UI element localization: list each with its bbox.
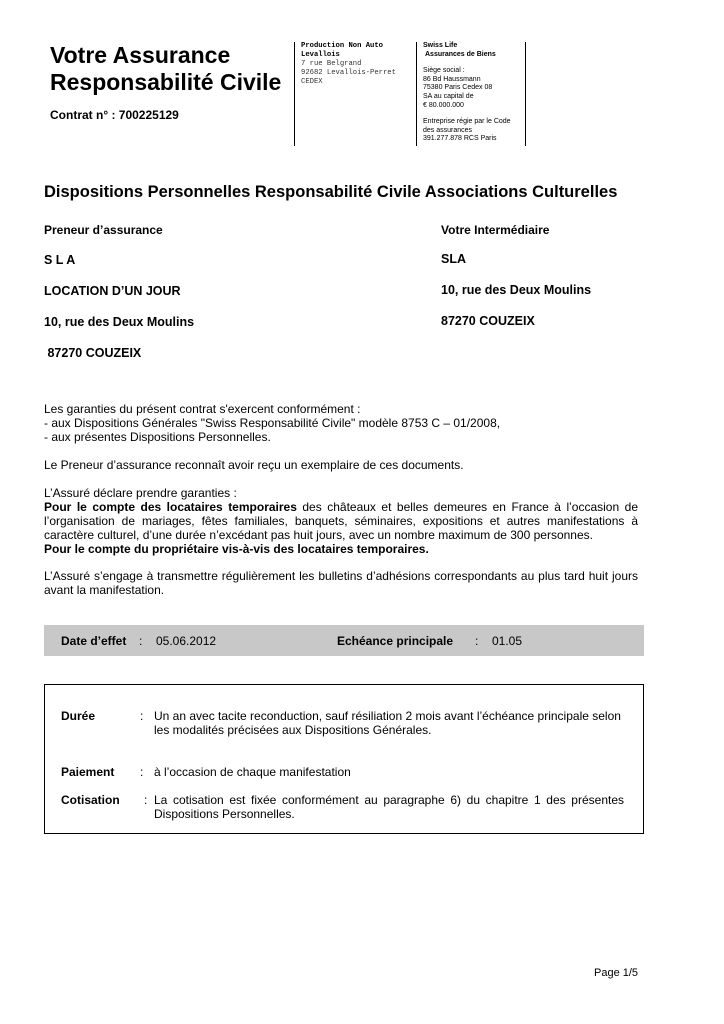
duration-label: Durée: [61, 709, 96, 723]
obligation-paragraph: L’Assuré s’engage à transmettre régulièrement les bulletins d’adhésions correspondants au plus tard huit jours avant la manifestation.: [44, 569, 638, 597]
policyholder-name: S L A: [44, 253, 76, 267]
production-office: [294, 42, 416, 146]
payment-label: Paiement: [61, 765, 115, 779]
duration-value: Un an avec tacite reconduction, sauf résiliation 2 mois avant l’échéance principale selon les modalités précisées aux Dispositions Générales.: [154, 709, 621, 737]
policyholder-company: LOCATION D’UN JOUR: [44, 284, 181, 298]
insurer-info: [416, 42, 526, 146]
insurer-subtitle: Assurances de Biens: [425, 50, 496, 58]
insurer-line-3: 75380 Paris Cedex 08: [423, 84, 493, 92]
dates-bar: [44, 625, 644, 656]
policyholder-city: 87270 COUZEIX: [44, 346, 142, 360]
coverage-owner-line: Pour le compte du propriétaire vis-à-vis des locataires temporaires.: [44, 542, 429, 556]
duration-colon: :: [140, 709, 144, 723]
insurer-line-1: Siège social :: [423, 67, 465, 75]
coverage-bold-lead: Pour le compte des locataires temporaires: [44, 500, 297, 514]
contribution-label: Cotisation: [61, 793, 120, 807]
effect-date-value: 05.06.2012: [156, 634, 217, 648]
effect-date-colon: :: [139, 634, 143, 648]
title-line-2: Responsabilité Civile: [50, 69, 282, 95]
coverage-intro: L’Assuré déclare prendre garanties :: [44, 486, 237, 500]
effect-date-label: Date d’effet: [61, 634, 127, 648]
intermediary-name: SLA: [441, 252, 466, 266]
insurer-line-7: des assurances: [423, 126, 473, 134]
guarantees-line-1: Les garanties du présent contrat s'exercent conformément :: [44, 402, 361, 416]
insurer-line-6: Entreprise régie par le Code: [423, 118, 511, 126]
intermediary-label: Votre Intermédiaire: [441, 223, 550, 237]
coverage-paragraph: [44, 486, 638, 556]
due-date-colon: :: [475, 634, 479, 648]
due-date-label: Echéance principale: [337, 634, 454, 648]
title-line-1: Votre Assurance: [50, 42, 231, 68]
contribution-value: La cotisation est fixée conformément au paragraphe 6) du chapitre 1 des présentes Dispositions Personnelles.: [154, 793, 624, 821]
production-line-4: 92682 Levallois-Perret: [301, 69, 396, 77]
policyholder-street: 10, rue des Deux Moulins: [44, 315, 195, 329]
insurer-name: Swiss Life: [423, 42, 458, 49]
coverage-text: des châteaux et belles demeures en France à l’occasion de l’organisation de mariages, fêtes familiales, banquets, séminaires, expositions et autres manifestations à caractère culturel, d’une durée n’excédant pas huit jours, avec un nombre maximum de 300 personnes.: [44, 500, 638, 542]
policyholder-label: Preneur d’assurance: [44, 223, 163, 237]
page-number: Page 1/5: [594, 967, 639, 979]
guarantees-line-2: - aux Dispositions Générales "Swiss Responsabilité Civile" modèle 8753 C – 01/2008,: [44, 416, 501, 430]
due-date-value: 01.05: [492, 634, 523, 648]
acknowledgement-paragraph: Le Preneur d’assurance reconnaît avoir reçu un exemplaire de ces documents.: [44, 458, 464, 472]
insurer-line-2: 86 Bd Haussmann: [423, 75, 481, 83]
payment-colon: :: [140, 765, 144, 779]
insurer-line-4: SA au capital de: [423, 92, 474, 100]
intermediary-street: 10, rue des Deux Moulins: [441, 283, 592, 297]
document-title: [50, 42, 290, 96]
terms-box: [44, 684, 644, 834]
insurer-line-8: 391.277.878 RCS Paris: [423, 135, 497, 143]
section-heading: Dispositions Personnelles Responsabilité Civile Associations Culturelles: [44, 183, 618, 201]
production-line-5: CEDEX: [301, 78, 323, 86]
payment-value: à l’occasion de chaque manifestation: [154, 765, 351, 779]
intermediary-city: 87270 COUZEIX: [441, 314, 535, 328]
insurer-line-5: € 80.000.000: [423, 101, 464, 109]
production-line-1: Production Non Auto: [301, 42, 383, 50]
production-line-3: 7 rue Belgrand: [301, 60, 362, 68]
guarantees-paragraph: [44, 402, 638, 444]
contribution-colon: :: [144, 793, 148, 807]
production-line-2: Levallois: [301, 51, 340, 59]
contract-number: Contrat n° : 700225129: [50, 108, 179, 122]
guarantees-line-3: - aux présentes Dispositions Personnelles.: [44, 430, 271, 444]
